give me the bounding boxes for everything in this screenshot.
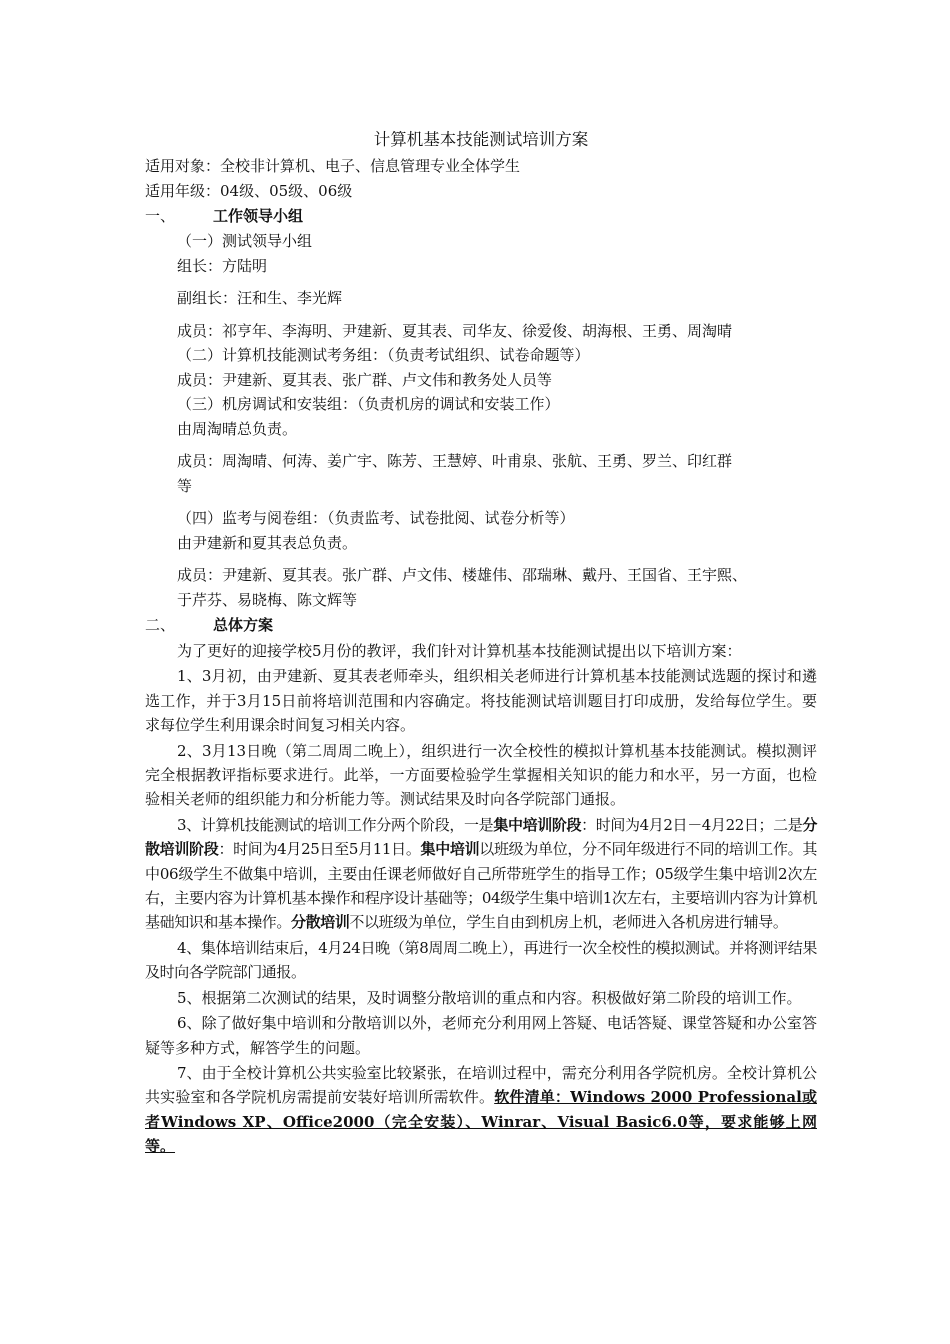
plan-item-3-text-g: 以班级为单位，分不同年级进行不同的培训工作。其中06级学生不做集中培训，主要由任课老师做好自己所带班学生的指导工作；05级学生集中培训2次左右，主要内容为计算机基本操作和程序设计基础等；04级学生集中培训1次左右，主要培训内容为计算机基础知识和基本操作。 xyxy=(145,840,817,932)
group-3-members-line-2: 等 xyxy=(177,476,193,495)
plan-item-3-scattered-phase: 分散培训阶段 xyxy=(145,815,818,859)
group-3-lead: 由周淘晴总负责。 xyxy=(177,419,298,438)
group-1-leader: 组长：方陆明 xyxy=(177,256,268,275)
group-4-members-line-2: 于芹芬、易晓梅、陈文辉等 xyxy=(177,590,358,609)
document-body xyxy=(145,128,817,1159)
section-1-title: 工作领导小组 xyxy=(213,207,304,225)
group-4-members-line-1: 成员：尹建新、夏其表。张广群、卢文伟、楼雄伟、邵瑞琳、戴丹、王国省、王宇熙、 xyxy=(177,566,748,584)
group-4-lead: 由尹建新和夏其表总负责。 xyxy=(177,533,358,552)
section-2-heading xyxy=(145,612,817,638)
plan-item-3-text-i: 不以班级为单位，学生自由到机房上机，老师进入各机房进行辅导。 xyxy=(349,913,788,932)
group-2-title: （二）计算机技能测试考务组：（负责考试组织、试卷命题等） xyxy=(177,346,590,364)
plan-item-3-scattered-training: 分散培训 xyxy=(291,913,350,932)
plan-item-3 xyxy=(145,813,817,935)
group-1-title: （一）测试领导小组 xyxy=(177,232,313,250)
document-title: 计算机基本技能测试培训方案 xyxy=(373,130,589,149)
target-audience: 适用对象：全校非计算机、电子、信息管理专业全体学生 xyxy=(145,157,521,175)
group-2-members: 成员：尹建新、夏其表、张广群、卢文伟和教务处人员等 xyxy=(177,370,553,389)
group-1-vice-leader: 副组长：汪和生、李光辉 xyxy=(177,289,343,307)
plan-item-3-centralized-phase: 集中培训阶段 xyxy=(493,815,582,834)
group-3-members-line-1: 成员：周淘晴、何涛、姜广宇、陈芳、王慧婷、叶甫泉、张航、王勇、罗兰、印红群 xyxy=(177,452,733,470)
group-1-members: 成员：祁亨年、李海明、尹建新、夏其表、司华友、徐爱俊、胡海根、王勇、周淘晴 xyxy=(177,321,733,340)
section-2-title: 总体方案 xyxy=(213,616,274,634)
section-1-heading xyxy=(145,203,817,229)
software-list: 软件清单：Windows 2000 Professional或者Windows XP、Office2000（完全安装）、Winrar、Visual Basic6.0等，要求能够上网等。 xyxy=(145,1088,817,1156)
plan-item-3-text-a: 3、计算机技能测试的培训工作分两个阶段，一是 xyxy=(177,815,494,834)
plan-item-7 xyxy=(145,1061,817,1159)
plan-item-5: 5、根据第二次测试的结果，及时调整分散培训的重点和内容。积极做好第二阶段的培训工作。 xyxy=(177,988,802,1007)
plan-item-2: 2、3月13日晚（第二周周二晚上），组织进行一次全校性的模拟计算机基本技能测试。模拟测评完全根据教评指标要求进行。此举，一方面要检验学生掌握相关知识的能力和水平，另一方面，也检验相关老师的组织能力和分析能力等。测试结果及时向各学院部门通报。 xyxy=(145,741,817,809)
plan-item-1: 1、3月初，由尹建新、夏其表老师牵头，组织相关老师进行计算机基本技能测试选题的探讨和遴选工作，并于3月15日前将培训范围和内容确定。将技能测试培训题目打印成册，发给每位学生。要求每位学生利用课余时间复习相关内容。 xyxy=(145,667,817,735)
plan-item-7-text: 7、由于全校计算机公共实验室比较紧张，在培训过程中，需充分利用各学院机房。全校计算机公共实验室和各学院机房需提前安装好培训所需软件。 xyxy=(145,1063,817,1107)
plan-item-4 xyxy=(145,936,817,985)
group-3-title: （三）机房调试和安装组：（负责机房的调试和安装工作） xyxy=(177,395,560,413)
plan-item-6: 6、除了做好集中培训和分散培训以外，老师充分利用网上答疑、电话答疑、课堂答疑和办公室答疑等多种方式，解答学生的问题。 xyxy=(145,1014,817,1057)
plan-item-3-text-e: ：时间为4月25日至5月11日。 xyxy=(218,840,421,859)
plan-item-3-centralized-training: 集中培训 xyxy=(420,840,480,859)
plan-item-3-text-c: ：时间为4月2日－4月22日；二是 xyxy=(581,815,803,834)
group-4-title: （四）监考与阅卷组：（负责监考、试卷批阅、试卷分析等） xyxy=(177,509,575,527)
plan-item-4-text: 4、集体培训结束后，4月24日晚（第8周周二晚上），再进行一次全校性的模拟测试。并将测评结果及时向各学院部门通报。 xyxy=(145,938,817,982)
plan-intro: 为了更好的迎接学校5月份的教评，我们针对计算机基本技能测试提出以下培训方案： xyxy=(177,642,742,660)
section-2-number: 二、 xyxy=(145,616,176,634)
target-grades: 适用年级：04级、05级、06级 xyxy=(145,181,353,200)
section-1-number: 一、 xyxy=(145,207,176,225)
